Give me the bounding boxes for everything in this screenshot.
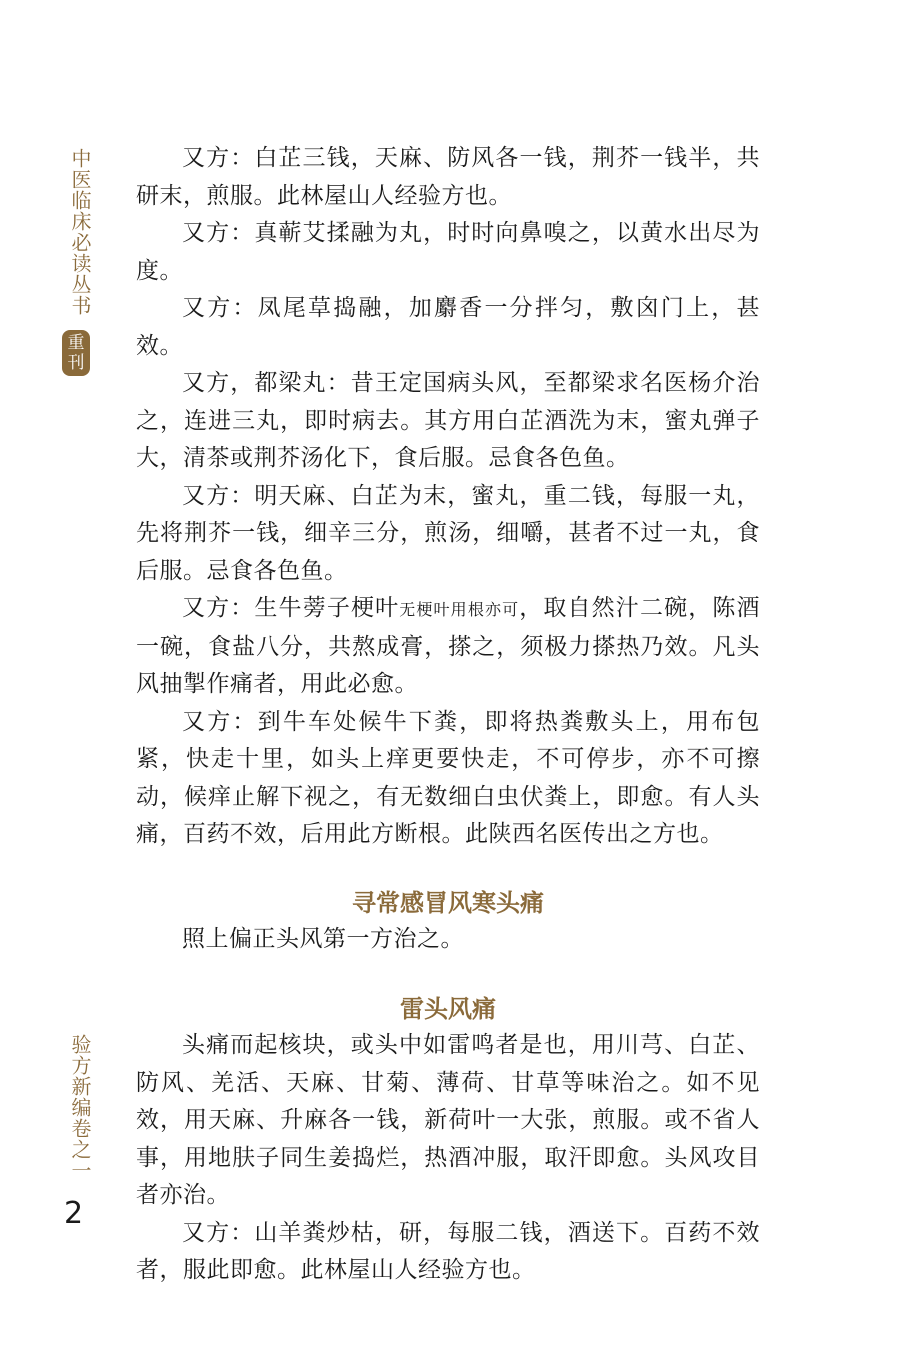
inline-note: 无梗叶用根亦可 <box>399 600 520 619</box>
paragraph: 又方：白芷三钱，天麻、防风各一钱，荆芥一钱半，共研末，煎服。此林屋山人经验方也。 <box>136 145 760 209</box>
paragraph-text: 又方：生牛蒡子梗叶 <box>182 595 400 621</box>
paragraph-text: ，取自然汁二碗，陈酒一碗，食盐八分，共熬成膏，搽之，须极力搽热乃效。凡头风抽掣作痛者，用此必愈。 <box>136 595 761 697</box>
seal-badge: 重刊 <box>62 330 90 376</box>
paragraph: 又方：凤尾草捣融，加麝香一分拌匀，敷囟门上，甚效。 <box>136 295 760 359</box>
page-body <box>136 140 760 1290</box>
paragraph: 照上偏正头风第一方治之。 <box>182 925 464 952</box>
section-heading: 寻常感冒风寒头痛 <box>352 887 544 917</box>
series-title: 中医临床必读丛书 <box>68 148 92 316</box>
paragraph: 又方：真蕲艾揉融为丸，时时向鼻嗅之，以黄水出尽为度。 <box>136 220 760 284</box>
page-number: 2 <box>64 1196 84 1231</box>
paragraph: 又方，都梁丸：昔王定国病头风，至都梁求名医杨介治之，连进三丸，即时病去。其方用白芷酒洗为末，蜜丸弹子大，清茶或荆芥汤化下，食后服。忌食各色鱼。 <box>136 370 760 471</box>
volume-title: 验方新编卷之一 <box>68 1034 92 1181</box>
paragraph <box>136 590 760 704</box>
paragraph: 头痛而起核块，或头中如雷鸣者是也，用川芎、白芷、防风、羌活、天麻、甘菊、薄荷、甘草等味治之。如不见效，用天麻、升麻各一钱，新荷叶一大张，煎服。或不省人事，用地肤子同生姜捣烂，热酒冲服，取汗即愈。头风攻目者亦治。 <box>136 1032 760 1208</box>
paragraph: 又方：明天麻、白芷为末，蜜丸，重二钱，每服一丸，先将荆芥一钱，细辛三分，煎汤，细嚼，甚者不过一丸，食后服。忌食各色鱼。 <box>136 482 760 584</box>
section-heading: 雷头风痛 <box>400 994 496 1023</box>
paragraph: 又方：到牛车处候牛下粪，即将热粪敷头上，用布包紧，快走十里，如头上痒更要快走，不可停步，亦不可擦动，候痒止解下视之，有无数细白虫伏粪上，即愈。有人头痛，百药不效，后用此方断根。此陕西名医传出之方也。 <box>136 708 760 847</box>
paragraph: 又方：山羊粪炒枯，研，每服二钱，酒送下。百药不效者，服此即愈。此林屋山人经验方也。 <box>136 1219 760 1283</box>
